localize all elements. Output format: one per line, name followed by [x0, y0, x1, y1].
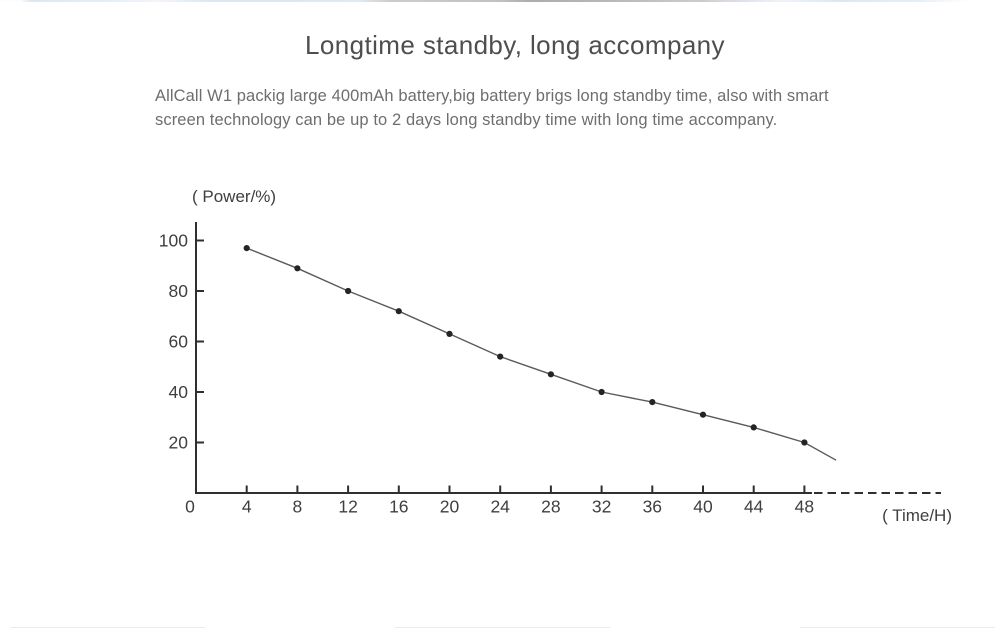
description-line-1: AllCall W1 packig large 400mAh battery,big battery brigs long standby time, also with smart — [155, 87, 829, 105]
y-tick-label: 100 — [158, 230, 188, 251]
data-point-marker — [548, 371, 554, 377]
x-tick-label: 8 — [292, 496, 303, 517]
y-tick-label: 40 — [168, 382, 188, 402]
y-tick-label: 20 — [168, 432, 188, 453]
x-tick-label: 44 — [743, 496, 764, 517]
y-tick-label: 60 — [168, 331, 188, 352]
y-tick-label: 80 — [168, 281, 188, 301]
page-title: Longtime standby, long accompany — [305, 30, 725, 60]
data-point-marker — [700, 412, 706, 418]
x-tick-label: 4 — [241, 496, 252, 517]
data-point-marker — [751, 424, 757, 430]
battery-power-line — [247, 248, 836, 460]
data-point-marker — [294, 265, 300, 271]
x-tick-label: 20 — [439, 496, 460, 517]
x-tick-label: 24 — [490, 496, 510, 517]
data-point-marker — [244, 245, 250, 251]
x-tick-label: 28 — [541, 496, 561, 517]
bottom-edge-artifact — [10, 627, 205, 628]
data-point-marker — [345, 288, 351, 294]
x-tick-label: 40 — [693, 496, 713, 517]
data-point-marker — [801, 439, 807, 445]
x-tick-label: 0 — [185, 496, 195, 517]
data-point-marker — [396, 308, 402, 314]
data-point-marker — [497, 354, 503, 360]
data-point-marker — [599, 389, 605, 395]
x-tick-label: 36 — [642, 496, 663, 517]
x-tick-label: 12 — [338, 496, 358, 517]
x-tick-label: 16 — [389, 496, 409, 517]
x-tick-label: 32 — [591, 496, 612, 517]
bottom-edge-artifact — [395, 627, 610, 628]
bottom-edge-artifact — [800, 627, 995, 628]
x-tick-label: 48 — [794, 496, 815, 517]
data-point-marker — [649, 399, 655, 405]
x-axis-title: ( Time/H) — [882, 506, 952, 525]
description-line-2: screen technology can be up to 2 days long standby time with long time accompany. — [155, 111, 778, 129]
y-axis-title: ( Power/%) — [192, 187, 277, 206]
data-point-marker — [446, 331, 452, 337]
